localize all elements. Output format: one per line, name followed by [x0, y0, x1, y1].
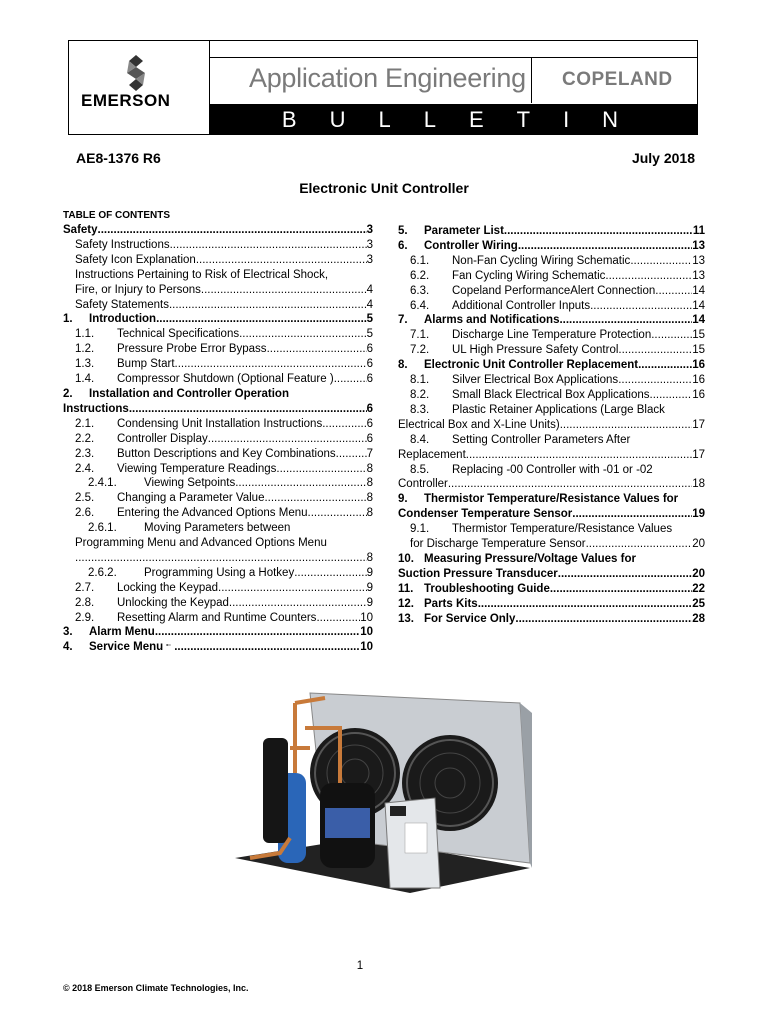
toc-entry-title: Controller Display [117, 432, 208, 445]
toc-entry-title: Button Descriptions and Key Combinations [117, 447, 336, 460]
toc-entry-title: Entering the Advanced Options Menu [117, 507, 308, 520]
toc-entry-number: 3. [63, 626, 73, 639]
toc-entry-number: 2.6. [75, 507, 95, 520]
toc-entry [398, 403, 705, 418]
toc-entry-title: Controller [398, 478, 448, 491]
toc-entry [63, 402, 373, 417]
toc-entry-title: Moving Parameters between [144, 522, 291, 535]
toc-entry-number: 2.4.1. [88, 477, 117, 490]
toc-entry [398, 567, 705, 582]
toc-entry [63, 283, 373, 298]
toc-entry-title: Alarms and Notifications [424, 314, 560, 327]
toc-entry-number: 7.1. [410, 329, 430, 342]
toc-entry-title: Small Black Electrical Box Applications [452, 388, 650, 401]
toc-entry-title: Parts Kits [424, 597, 478, 610]
toc-entry-title: Troubleshooting Guide [424, 582, 550, 595]
toc-entry-title: Bump Start [117, 358, 175, 371]
bulletin-header [68, 40, 698, 135]
toc-entry-title: Suction Pressure Transducer [398, 567, 558, 580]
toc-entry-title: Setting Controller Parameters After [452, 433, 631, 446]
toc-entry [398, 537, 705, 552]
toc-entry-number: 1.3. [75, 358, 95, 371]
toc-entry-page: 15 [692, 329, 705, 342]
toc-entry-page: 8 [366, 462, 373, 475]
toc-entry [63, 432, 373, 447]
toc-entry-number: Safety [63, 224, 98, 236]
toc-entry-page: 5 [366, 313, 373, 326]
toc-entry [398, 448, 705, 463]
toc-entry-number: 2.2. [75, 432, 95, 445]
toc-entry-title: Alarm Menu [89, 626, 155, 639]
toc-entry-number: 11. [398, 582, 414, 595]
toc-entry-number: 1.2. [75, 343, 95, 356]
toc-entry-number: 1. [63, 313, 73, 326]
toc-entry-title: Fan Cycling Wiring Schematic [452, 269, 606, 282]
toc-entry-page: 16 [692, 388, 705, 401]
toc-entry-title: Non-Fan Cycling Wiring Schematic [452, 254, 631, 267]
toc-entry-title: Condensing Unit Installation Instructions [117, 417, 323, 430]
toc-entry [63, 462, 373, 477]
toc-entry [398, 343, 705, 358]
toc-entry [63, 506, 373, 521]
toc-entry-page: 3 [366, 238, 373, 251]
toc-entry [398, 433, 705, 448]
toc-entry [398, 224, 705, 239]
toc-entry-number: 2.7. [75, 581, 95, 594]
toc-entry-number: 2.6.1. [88, 522, 117, 535]
toc-entry [63, 298, 373, 313]
toc-entry [398, 612, 705, 627]
toc-entry [398, 239, 705, 254]
toc-entry-number: 8.3. [410, 403, 430, 416]
toc-entry-page: 9 [366, 566, 373, 579]
toc-entry-page: 7 [366, 447, 373, 460]
toc-entry [63, 342, 373, 357]
toc-entry-page: 8 [366, 492, 373, 505]
bulletin-word: BULLETIN [281, 107, 652, 132]
toc-entry-page: 9 [366, 581, 373, 594]
toc-entry [398, 313, 705, 328]
toc-entry [398, 328, 705, 343]
toc-entry-title: Introduction [89, 313, 157, 326]
toc-entry-page: 6 [366, 358, 373, 371]
toc-entry-page: 13 [692, 239, 705, 252]
toc-entry-page: 13 [692, 254, 705, 267]
bulletin-bar [210, 104, 698, 135]
toc-entry [398, 418, 705, 433]
toc-entry-title: Parameter List [424, 225, 504, 237]
toc-entry [63, 238, 373, 253]
toc-entry-title: Resetting Alarm and Runtime Counters [117, 611, 317, 624]
toc-entry-title: Pressure Probe Error Bypass [117, 343, 267, 356]
toc-entry-title: Replacing -00 Controller with -01 or -02 [452, 463, 653, 476]
toc-entry-page: 17 [692, 448, 705, 461]
toc-entry [63, 223, 373, 238]
toc-entry-title: Additional Controller Inputs [452, 299, 591, 312]
toc-entry-page: 25 [692, 597, 705, 610]
toc-entry [63, 312, 373, 327]
toc-entry-number: 8.4. [410, 433, 430, 446]
toc-entry-number: 1.4. [75, 373, 95, 386]
toc-entry [63, 417, 373, 432]
toc-entry-page: 17 [692, 418, 705, 431]
toc-heading: TABLE OF CONTENTS [63, 210, 171, 221]
toc-entry [63, 551, 373, 566]
toc-entry-number: 6.1. [410, 254, 430, 267]
toc-entry [63, 476, 373, 491]
toc-entry-page: 11 [692, 225, 705, 237]
toc-entry [398, 507, 705, 522]
toc-entry-number: 8.2. [410, 388, 430, 401]
toc-entry-title: Safety Instructions [75, 238, 170, 251]
toc-entry [398, 463, 705, 478]
toc-entry [398, 597, 705, 612]
toc-entry [398, 388, 705, 403]
toc-entry-title: Copeland PerformanceAlert Connection [452, 284, 656, 297]
wrench-icon [166, 640, 171, 650]
toc-entry-page: 6 [366, 417, 373, 430]
toc-entry-page: 20 [692, 567, 705, 580]
brand-wordmark: EMERSON [81, 91, 171, 110]
toc-entry-title: Thermistor Temperature/Resistance Values [452, 523, 673, 536]
toc-entry [398, 477, 705, 492]
toc-entry [398, 254, 705, 269]
toc-entry-title: Measuring Pressure/Voltage Values for [424, 552, 636, 565]
toc-entry [63, 521, 373, 536]
toc-entry [63, 640, 373, 655]
toc-entry [63, 268, 373, 283]
toc-entry-title: Thermistor Temperature/Resistance Values for [424, 493, 679, 506]
toc-entry-title: Discharge Line Temperature Protection [452, 329, 652, 342]
toc-entry-number: 2.1. [75, 417, 95, 430]
toc-entry-number: 6. [398, 239, 408, 252]
toc-entry-title: Electrical Box and X-Line Units) [398, 418, 560, 431]
toc-entry-title: Silver Electrical Box Applications [452, 374, 619, 387]
toc-entry-number: 12. [398, 597, 414, 610]
toc-entry-number: 2. [63, 387, 73, 400]
toc-entry-title: Controller Wiring [424, 239, 518, 252]
toc-entry-page: 8 [366, 551, 373, 564]
toc-entry-number: 8.5. [410, 463, 430, 476]
toc-entry-page: 15 [692, 344, 705, 357]
toc-entry-page: 10 [360, 626, 373, 639]
toc-entry-title: Locking the Keypad [117, 581, 219, 594]
toc-entry-number: 2.5. [75, 492, 95, 505]
toc-entry-number: 10. [398, 552, 414, 565]
toc-entry [398, 358, 705, 373]
document-id: AE8-1376 R6 [76, 150, 161, 166]
toc-entry-title: Safety Icon Explanation [75, 253, 196, 266]
toc-entry-page: 20 [692, 538, 705, 551]
toc-entry-page: 16 [692, 374, 705, 387]
toc-entry [63, 581, 373, 596]
toc-entry [398, 284, 705, 299]
toc-entry [63, 387, 373, 402]
toc-entry-page: 13 [692, 269, 705, 282]
toc-entry-title: Plastic Retainer Applications (Large Black [452, 403, 665, 416]
toc-entry-number: 5. [398, 225, 408, 237]
toc-entry-number: 6.2. [410, 269, 430, 282]
toc-entry-page: 9 [366, 596, 373, 609]
copeland-wordmark: COPELAND [562, 69, 673, 90]
toc-entry-title: Technical Specifications [117, 328, 240, 341]
toc-entry-number: 2.8. [75, 596, 95, 609]
toc-entry [398, 299, 705, 314]
toc-entry-page: 6 [366, 343, 373, 356]
toc-entry-number: 2.9. [75, 611, 95, 624]
toc-entry-page: 14 [692, 314, 705, 327]
toc-entry-title: Instructions [63, 402, 129, 415]
copyright-notice: © 2018 Emerson Climate Technologies, Inc. [63, 983, 249, 993]
toc-entry-title: Programming Menu and Advanced Options Menu [75, 537, 327, 550]
toc-left-column [63, 210, 373, 655]
toc-entry-number: 2.4. [75, 462, 95, 475]
toc-entry-title: Compressor Shutdown (Optional Feature ) [117, 373, 334, 386]
toc-entry-page: 28 [692, 612, 705, 625]
toc-entry-title: Viewing Setpoints [144, 477, 236, 490]
toc-entry-page: 14 [692, 284, 705, 297]
toc-entry-title: Service Menu [89, 641, 164, 654]
toc-entry-number: 9. [398, 493, 408, 506]
toc-entry [63, 536, 373, 551]
toc-entry [398, 492, 705, 507]
toc-entry-title: Installation and Controller Operation [89, 387, 289, 400]
toc-entry [63, 596, 373, 611]
toc-entry-title: Replacement [398, 448, 466, 461]
toc-entry [398, 522, 705, 537]
toc-entry-title: for Discharge Temperature Sensor [410, 538, 586, 551]
toc-entry [63, 611, 373, 626]
toc-entry-page: 5 [366, 328, 373, 341]
toc-entry-number: 4. [63, 641, 73, 654]
toc-entry-title: Condenser Temperature Sensor [398, 508, 573, 521]
toc-entry-page: 18 [692, 478, 705, 491]
toc-entry-page: 10 [360, 641, 373, 654]
toc-entry-page: 4 [366, 298, 373, 311]
toc-entry-page: 3 [366, 253, 373, 266]
toc-entry-page: 4 [366, 283, 373, 296]
page-number: 1 [356, 960, 364, 972]
toc-entry-page: 3 [366, 224, 373, 236]
toc-entry-page: 19 [692, 508, 705, 521]
toc-entry-title: Fire, or Injury to Persons [75, 283, 201, 296]
toc-entry-title: For Service Only [424, 612, 516, 625]
toc-entry-number: 7.2. [410, 344, 430, 357]
toc-entry-page: 10 [360, 611, 373, 624]
toc-entry [63, 625, 373, 640]
emerson-logo [69, 41, 209, 135]
toc-entry-number: 8.1. [410, 374, 430, 387]
toc-entry-title: Changing a Parameter Value [117, 492, 265, 505]
application-engineering-heading: Application Engineering [249, 63, 526, 93]
toc-entry-number: 2.3. [75, 447, 95, 460]
toc-entry-title: Instructions Pertaining to Risk of Electrical Shock, [75, 268, 329, 281]
toc-entry-page: 6 [366, 373, 373, 386]
toc-entry [63, 447, 373, 462]
toc-entry-title: Viewing Temperature Readings [117, 462, 277, 475]
toc-entry [63, 357, 373, 372]
toc-entry-page: 6 [366, 402, 373, 415]
toc-entry-page: 8 [366, 507, 373, 520]
toc-entry-page: 22 [692, 582, 705, 595]
document-date: July 2018 [631, 150, 695, 166]
toc-entry-number: 13. [398, 612, 414, 625]
emerson-diamond-icon [121, 55, 151, 91]
condensing-unit-photo [230, 688, 535, 903]
toc-entry-title: Safety Statements [75, 298, 169, 311]
toc-entry-page: 14 [692, 299, 705, 312]
toc-entry [398, 373, 705, 388]
toc-entry-number: 6.4. [410, 299, 430, 312]
toc-entry-number: 1.1. [75, 328, 95, 341]
toc-entry-page: 6 [366, 432, 373, 445]
toc-entry [63, 491, 373, 506]
toc-entry-number: 6.3. [410, 284, 430, 297]
toc-entry [398, 269, 705, 284]
toc-entry-number: 2.6.2. [88, 566, 117, 579]
toc-entry [398, 582, 705, 597]
toc-entry-title: Unlocking the Keypad [117, 596, 229, 609]
toc-entry [63, 566, 373, 581]
toc-entry [63, 327, 373, 342]
toc-entry [63, 372, 373, 387]
toc-entry-title: Programming Using a Hotkey [144, 566, 295, 579]
toc-entry [398, 552, 705, 567]
toc-right-column [398, 224, 705, 626]
toc-entry [63, 253, 373, 268]
toc-entry-number: 8. [398, 359, 408, 372]
toc-entry-title: UL High Pressure Safety Control [452, 344, 619, 357]
toc-entry-number: 7. [398, 314, 408, 327]
toc-entry-title: Electronic Unit Controller Replacement [424, 359, 639, 372]
document-title: Electronic Unit Controller [299, 180, 469, 196]
toc-entry-page: 8 [366, 477, 373, 490]
toc-entry-page: 16 [692, 359, 705, 372]
toc-entry-number: 9.1. [410, 523, 430, 536]
